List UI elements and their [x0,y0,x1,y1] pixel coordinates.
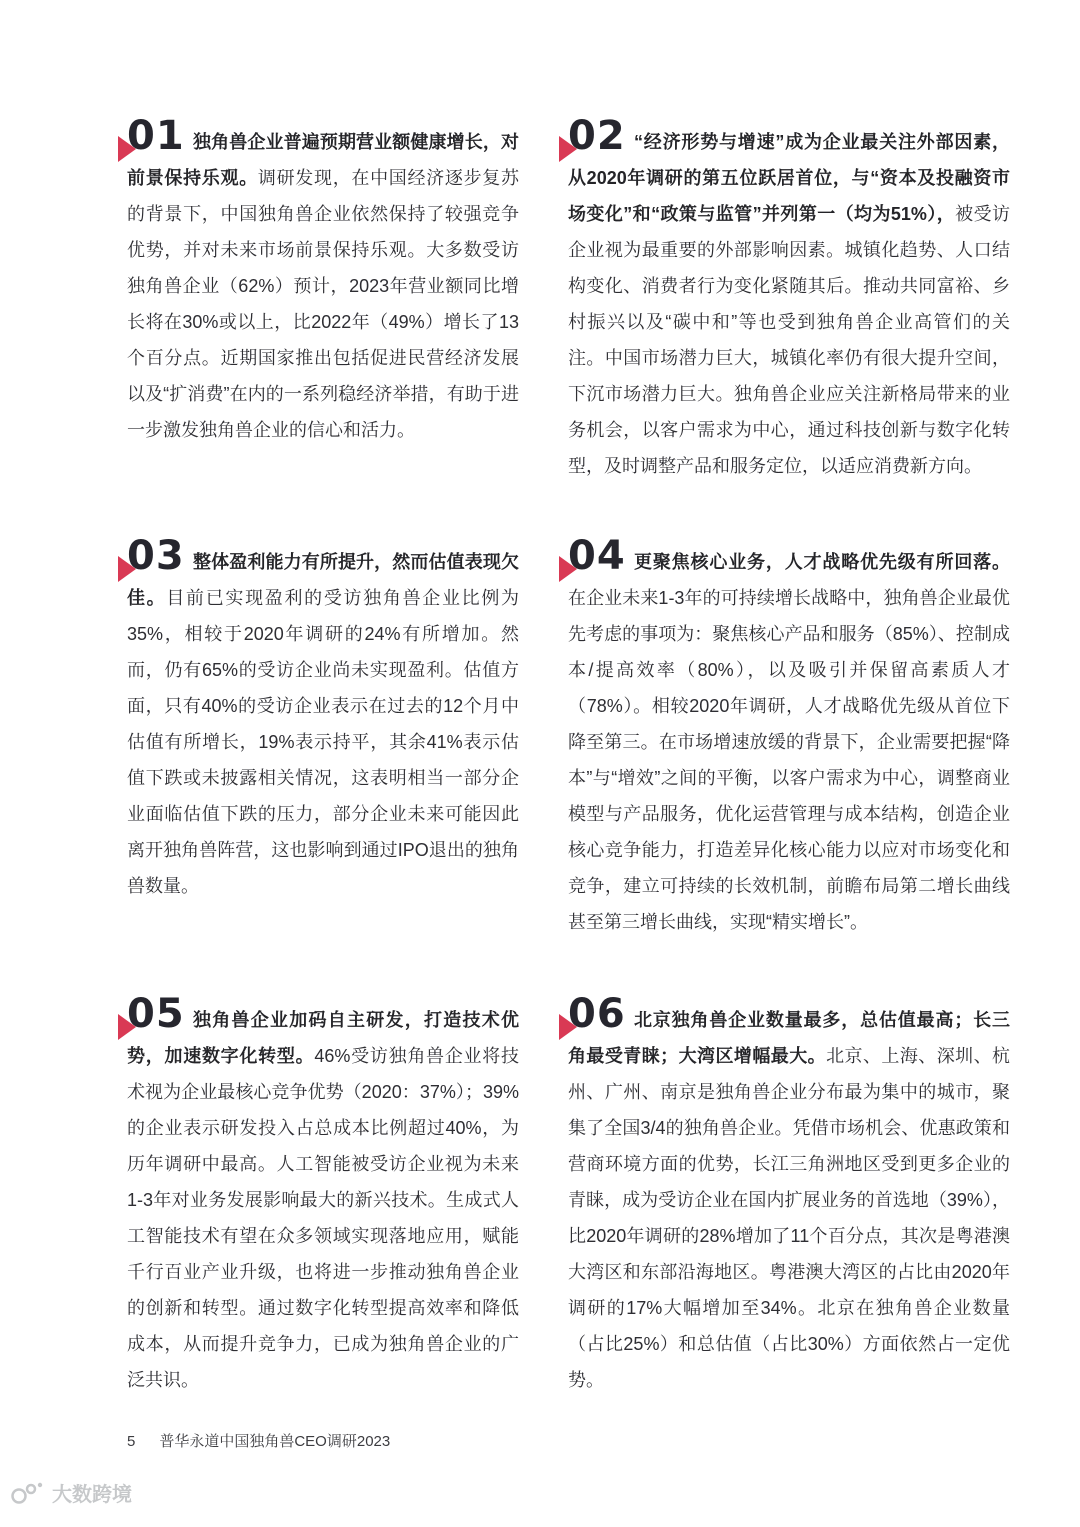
section-paragraph [568,544,1010,940]
section-lead: 更聚焦核心业务，人才战略优先级有所回落。 [634,552,1010,572]
section-lead: 北京独角兽企业数量最多，总估值最高；长三角最受青睐；大湾区增幅最大。 [568,1010,1010,1066]
section-body: 在企业未来1-3年的可持续增长战略中，独角兽企业最优先考虑的事项为：聚焦核心产品和服务（85%）、控制成本/提高效率（80%），以及吸引并保留高素质人才（78%）。相较2020年调研，人才战略优先级从首位下降至第三。在市场增速放缓的背景下，企业需要把握“降本”与“增效”之间的平衡，以客户需求为中心，调整商业模型与产品服务，优化运营管理与成本结构，创造企业核心竞争能力，打造差异化核心能力以应对市场变化和竞争，建立可持续的长效机制，前瞻布局第二增长曲线甚至第三增长曲线，实现“精实增长”。 [568,588,1010,932]
section-body: 46%受访独角兽企业将技术视为企业最核心竞争优势（2020：37%）；39%的企业表示研发投入占总成本比例超过40%，为历年调研中最高。人工智能被受访企业视为未来1-3年对业务发展影响最大的新兴技术。生成式人工智能技术有望在众多领域实现落地应用，赋能千行百业产业升级，也将进一步推动独角兽企业的创新和转型。通过数字化转型提高效率和降低成本，从而提升竞争力，已成为独角兽企业的广泛共识。 [127,1046,520,1390]
watermark [10,1478,132,1507]
section-paragraph [568,124,1010,484]
section-number-text: 04 [568,533,626,579]
section-01 [127,113,520,448]
section-number-text: 02 [568,113,626,159]
section-06-number [568,991,626,1042]
watermark-label: 大数跨境 [52,1484,132,1506]
section-paragraph [127,1002,519,1398]
section-06 [568,991,1011,1398]
section-lead: 整体盈利能力有所提升，然而估值表现欠佳。 [127,552,519,608]
watermark-logo-icon [10,1480,44,1506]
section-number-text: 05 [127,991,185,1037]
section-01-number [127,113,185,164]
section-lead: 独角兽企业加码自主研发，打造技术优势，加速数字化转型。 [127,1010,519,1066]
section-paragraph [127,124,519,448]
section-03-number [127,533,185,584]
page-number: 5 [127,1433,136,1450]
section-body: 被受访企业视为最重要的外部影响因素。城镇化趋势、人口结构变化、消费者行为变化紧随其后。推动共同富裕、乡村振兴以及“碳中和”等也受到独角兽企业高管们的关注。中国市场潜力巨大，城镇化率仍有很大提升空间，下沉市场潜力巨大。独角兽企业应关注新格局带来的业务机会，以客户需求为中心，通过科技创新与数字化转型，及时调整产品和服务定位，以适应消费新方向。 [568,204,1011,476]
section-number-text: 03 [127,533,185,579]
page-footer [127,1430,390,1451]
section-paragraph [568,1002,1010,1398]
section-05 [127,991,520,1398]
section-lead: 独角兽企业普遍预期营业额健康增长，对前景保持乐观。 [127,132,519,188]
section-number-text: 06 [568,991,626,1037]
section-paragraph [127,544,519,904]
section-body: 目前已实现盈利的受访独角兽企业比例为35%，相较于2020年调研的24%有所增加。然而，仍有65%的受访企业尚未实现盈利。估值方面，只有40%的受访企业表示在过去的12个月中估值有所增长，19%表示持平，其余41%表示估值下跌或未披露相关情况，这表明相当一部分企业面临估值下跌的压力，部分企业未来可能因此离开独角兽阵营，这也影响到通过IPO退出的独角兽数量。 [127,588,520,896]
section-number-text: 01 [127,113,185,159]
section-02-number [568,113,626,164]
section-02 [568,113,1011,484]
section-05-number [127,991,185,1042]
footer-title: 普华永道中国独角兽CEO调研2023 [159,1433,391,1450]
section-04 [568,533,1010,940]
section-04-number [568,533,626,584]
section-lead: “经济形势与增速”成为企业最关注外部因素，从2020年调研的第五位跃居首位，与“资本及投融资市场变化”和“政策与监管”并列第一（均为51%）， [568,132,1010,224]
section-body: 北京、上海、深圳、杭州、广州、南京是独角兽企业分布最为集中的城市，聚集了全国3/4的独角兽企业。凭借市场机会、优惠政策和营商环境方面的优势，长江三角洲地区受到更多企业的青睐，成为受访企业在国内扩展业务的首选地（39%），比2020年调研的28%增加了11个百分点，其次是粤港澳大湾区和东部沿海地区。粤港澳大湾区的占比由2020年调研的17%大幅增加至34%。北京在独角兽企业数量（占比25%）和总估值（占比30%）方面依然占一定优势。 [568,1046,1011,1390]
section-03 [127,533,520,904]
section-body: 调研发现，在中国经济逐步复苏的背景下，中国独角兽企业依然保持了较强竞争优势，并对未来市场前景保持乐观。大多数受访独角兽企业（62%）预计，2023年营业额同比增长将在30%或以上，比2022年（49%）增长了13个百分点。近期国家推出包括促进民营经济发展以及“扩消费”在内的一系列稳经济举措，有助于进一步激发独角兽企业的信心和活力。 [127,168,520,440]
